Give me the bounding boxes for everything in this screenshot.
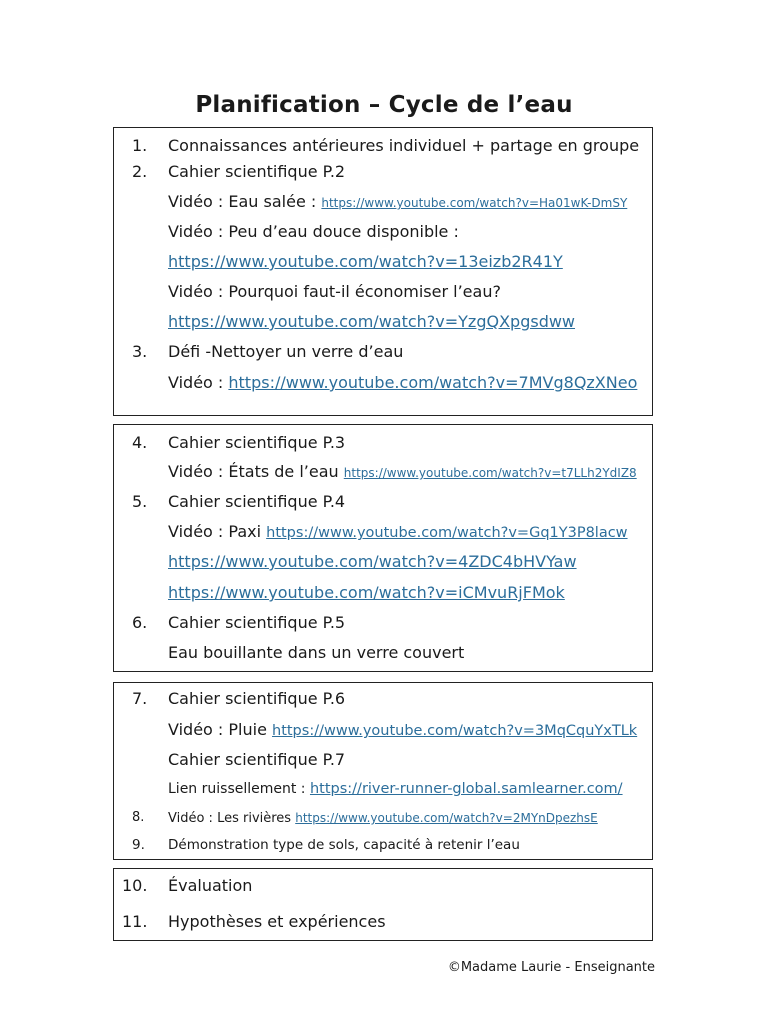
item-number: 9.: [132, 837, 145, 853]
video-link[interactable]: https://www.youtube.com/watch?v=iCMvuRjFMok: [168, 583, 565, 602]
item-number: 7.: [132, 689, 148, 708]
item-text: Vidéo : Eau salée :: [168, 192, 322, 211]
item-number: 8.: [132, 810, 145, 825]
external-link[interactable]: https://river-runner-global.samlearner.com/: [309, 781, 623, 797]
item-number: 5.: [132, 492, 148, 511]
video-link[interactable]: https://www.youtube.com/watch?v=13eizb2R41Y: [168, 252, 563, 271]
item-text: Eau bouillante dans un verre couvert: [168, 643, 465, 662]
item-text: Évaluation: [168, 876, 253, 895]
item-number: 10.: [122, 876, 148, 895]
video-link[interactable]: https://www.youtube.com/watch?v=4ZDC4bHVYaw: [168, 552, 577, 571]
item-text: Cahier scientifique P.2: [168, 162, 346, 181]
item-text: Cahier scientifique P.3: [168, 433, 346, 452]
video-link[interactable]: https://www.youtube.com/watch?v=YzgQXpgsdww: [168, 312, 576, 331]
page-title: Planification – Cycle de l’eau: [195, 92, 573, 118]
item-text: Vidéo : Pluie: [168, 720, 272, 739]
item-text: Cahier scientifique P.7: [168, 750, 346, 769]
item-number: 3.: [132, 342, 148, 361]
video-link[interactable]: https://www.youtube.com/watch?v=Ha01wK-DmSY: [321, 196, 628, 210]
item-text: Lien ruissellement :: [168, 781, 310, 797]
section-box-1: [113, 127, 653, 416]
item-number: 6.: [132, 613, 148, 632]
item-text: Cahier scientifique P.4: [168, 492, 346, 511]
item-number: 4.: [132, 433, 148, 452]
copyright-footer: ©Madame Laurie - Enseignante: [447, 960, 655, 975]
section-box-3: [113, 682, 653, 860]
item-text: Hypothèses et expériences: [168, 912, 386, 931]
section-box-4: [113, 868, 653, 941]
item-text: Vidéo : Pourquoi faut-il économiser l’eau?: [168, 282, 501, 301]
item-text: Vidéo : Peu d’eau douce disponible :: [168, 222, 459, 241]
item-number: 1.: [132, 136, 148, 155]
item-number: 2.: [132, 162, 148, 181]
item-text: Démonstration type de sols, capacité à retenir l’eau: [168, 837, 520, 853]
video-link[interactable]: https://www.youtube.com/watch?v=Gq1Y3P8lacw: [266, 525, 628, 541]
item-number: 11.: [122, 912, 148, 931]
video-link[interactable]: https://www.youtube.com/watch?v=2MYnDpezhsE: [295, 811, 598, 825]
item-text: Vidéo : Paxi: [168, 522, 267, 541]
item-text: Vidéo : États de l’eau: [168, 462, 344, 481]
item-text: Cahier scientifique P.5: [168, 613, 346, 632]
item-text: Vidéo : Les rivières: [168, 811, 296, 826]
video-link[interactable]: https://www.youtube.com/watch?v=7MVg8QzXNeo: [228, 373, 638, 392]
section-box-2: [113, 424, 653, 672]
item-text: Connaissances antérieures individuel + partage en groupe: [168, 136, 640, 155]
item-text: Vidéo :: [168, 373, 229, 392]
video-link[interactable]: https://www.youtube.com/watch?v=3MqCquYxTLk: [272, 723, 638, 739]
item-text: Défi -Nettoyer un verre d’eau: [168, 342, 404, 361]
video-link[interactable]: https://www.youtube.com/watch?v=t7LLh2YdIZ8: [343, 466, 637, 480]
item-text: Cahier scientifique P.6: [168, 689, 346, 708]
